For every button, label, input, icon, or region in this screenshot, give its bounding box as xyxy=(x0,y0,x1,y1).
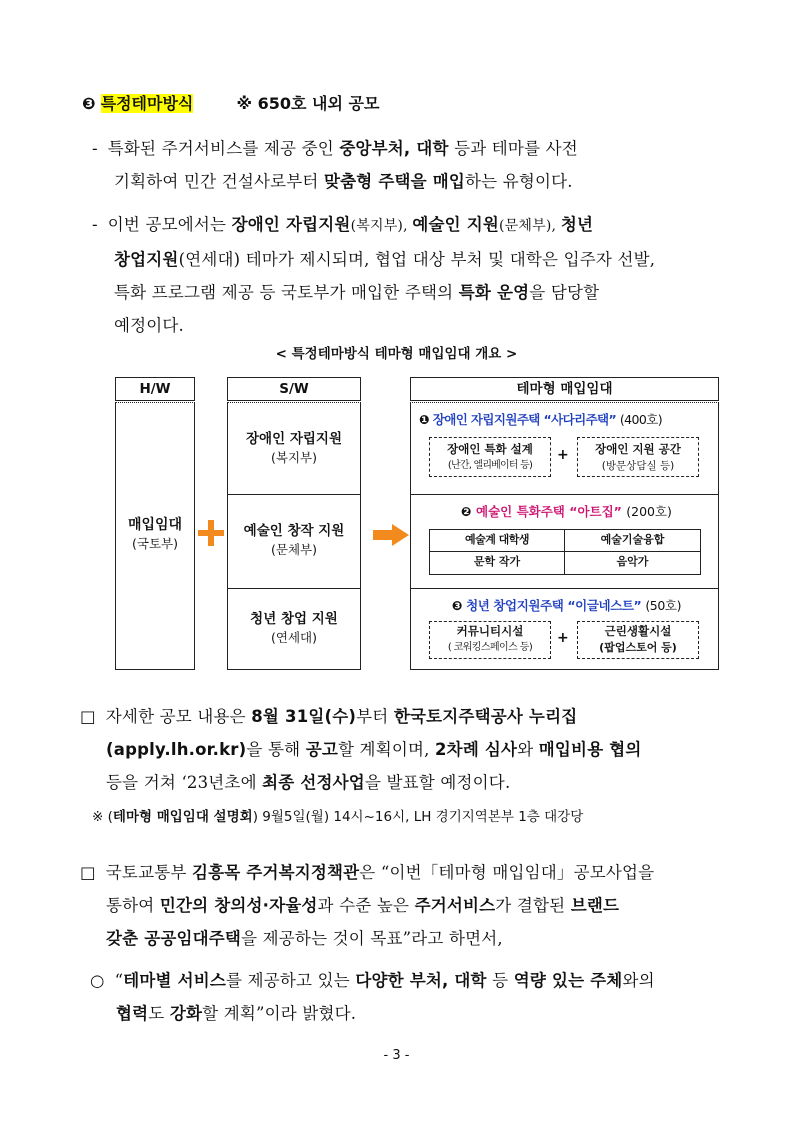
bold-text: (apply.lh.or.kr) xyxy=(106,740,247,759)
briefing-note xyxy=(92,806,583,828)
hw-main: 매입임대 xyxy=(127,517,183,533)
bold-text: 한국토지주택공사 누리집 xyxy=(393,707,578,726)
bold-text: 김흥목 주거복지정책관 xyxy=(191,863,360,882)
bold-text: 중앙부처, 대학 xyxy=(339,139,449,158)
text: 국토교통부 xyxy=(105,863,192,882)
text: 과 수준 높은 xyxy=(317,896,415,915)
lease-title xyxy=(419,411,714,429)
lease-count: (200호) xyxy=(626,504,672,519)
number-marker: ❶ xyxy=(419,412,429,427)
lease2-cell: 예술계 대학생 xyxy=(430,530,565,552)
text: 자세한 공모 내용은 xyxy=(105,707,252,726)
lease-title-text: 청년 창업지원주택 “이글네스트” xyxy=(466,598,642,613)
sw-item-2 xyxy=(228,495,360,589)
lease-right-box xyxy=(577,437,699,477)
text: 를 제공하고 있는 xyxy=(226,971,356,990)
lease-right-a: 근린생활시설 xyxy=(604,624,672,638)
text: 이번 공모에서는 xyxy=(107,215,232,234)
section-title: 특정테마방식 xyxy=(100,94,194,113)
sw-item-org: (문체부) xyxy=(271,542,317,557)
bold-text: 최종 선정사업 xyxy=(262,773,365,792)
text: 와 xyxy=(517,740,539,759)
bold-text: 주거서비스 xyxy=(414,896,496,915)
text: (연세대) 테마가 제시되며, 협업 대상 부처 및 대학은 입주자 선발, xyxy=(178,250,656,269)
dash: - xyxy=(92,139,98,158)
text: 등과 테마를 사전 xyxy=(448,139,578,158)
sw-item-name: 장애인 자립지원 xyxy=(246,431,342,447)
bold-text: 특화 운영 xyxy=(458,283,530,302)
text: 예정이다. xyxy=(114,316,185,335)
lease-item-2 xyxy=(411,495,718,589)
text: ※ ( xyxy=(92,809,113,825)
quote-paragraph xyxy=(80,856,730,955)
sw-item-name: 예술인 창작 지원 xyxy=(243,523,345,539)
lease-header: 테마형 매입임대 xyxy=(410,377,719,401)
circle-bullet: ○ xyxy=(90,971,105,990)
bold-text: 강화 xyxy=(169,1004,203,1023)
right-arrow-icon xyxy=(373,524,409,546)
text: “ xyxy=(114,971,124,990)
page-number: - 3 - xyxy=(383,1048,410,1063)
number-marker: ❷ xyxy=(461,504,472,519)
orange-plus-icon xyxy=(196,518,226,548)
text: 할 계획이며, xyxy=(337,740,435,759)
lease-left-a: 장애인 특화 설계 xyxy=(447,442,533,456)
lease-right-a: 장애인 지원 공간 xyxy=(595,442,681,456)
number-marker: ❸ xyxy=(451,598,463,613)
hw-header: H/W xyxy=(115,377,195,401)
bold-text: 협력 xyxy=(116,1004,149,1023)
lease-item-3 xyxy=(411,589,718,669)
bold-text: 공고 xyxy=(305,740,338,759)
lease2-cell: 예술기술융합 xyxy=(565,530,700,552)
text: 도 xyxy=(148,1004,170,1023)
text: 등을 거쳐 ‘23년초에 xyxy=(106,773,263,792)
lease-left-a: 커뮤니티시설 xyxy=(456,624,524,638)
sw-item-org: (복지부) xyxy=(271,450,317,465)
lease-left-b: (난간, 엘리베이터 등) xyxy=(447,460,533,471)
section-marker: ❸ xyxy=(82,94,96,113)
sw-item-org: (연세대) xyxy=(271,630,317,645)
text: 통하여 xyxy=(106,896,160,915)
lease2-cell: 음악가 xyxy=(616,555,649,568)
text: 할 계획”이라 밝혔다. xyxy=(202,1004,357,1023)
text: (복지부), xyxy=(350,218,413,234)
caption-text: < 특정테마방식 테마형 매입임대 개요 > xyxy=(275,346,518,362)
bold-text: 브랜드 xyxy=(570,896,620,915)
square-bullet: □ xyxy=(80,863,96,882)
lease-left-b: ( 코워킹스페이스 등) xyxy=(447,642,533,653)
text: 기획하여 민간 건설사로부터 xyxy=(114,172,325,191)
lease-title xyxy=(419,597,714,615)
text: (문체부), xyxy=(499,218,561,234)
bold-text: 다양한 부처, 대학 xyxy=(355,971,487,990)
sw-header: S/W xyxy=(227,377,361,401)
text: 을 담당할 xyxy=(529,283,600,302)
lease-title-text: 장애인 자립지원주택 “사다리주택” xyxy=(432,412,617,427)
circle-paragraph xyxy=(90,964,730,1030)
bold-text: 테마형 매입임대 설명회 xyxy=(112,809,253,825)
bold-text: 2차례 심사 xyxy=(435,740,518,759)
square-bullet: □ xyxy=(80,707,96,726)
bold-text: 예술인 지원 xyxy=(412,215,500,234)
text: ) 9월5일(월) 14시~16시, LH 경기지역본부 1층 대강당 xyxy=(252,809,584,825)
bold-text: 매입비용 협의 xyxy=(538,740,642,759)
bold-text: 테마별 서비스 xyxy=(123,971,227,990)
plus-icon: + xyxy=(557,630,569,646)
plus-icon: + xyxy=(557,447,569,463)
text: 특화된 주거서비스를 제공 중인 xyxy=(107,139,340,158)
lease-right-b: (팝업스토어 등) xyxy=(599,641,677,654)
bold-text: 청년 xyxy=(560,215,594,234)
lease-left-box xyxy=(429,437,551,477)
hw-sub: (국토부) xyxy=(132,536,178,551)
text: 특화 프로그램 제공 등 국토부가 매입한 주택의 xyxy=(114,283,459,302)
text: 하는 유형이다. xyxy=(465,172,573,191)
dash: - xyxy=(92,215,98,234)
lease-count: (400호) xyxy=(619,412,662,427)
sw-item-3 xyxy=(228,589,360,669)
sw-item-1 xyxy=(228,403,360,495)
text: 을 통해 xyxy=(246,740,306,759)
sw-item-name: 청년 창업 지원 xyxy=(250,611,338,627)
lease2-cell: 문학 작가 xyxy=(430,552,565,574)
hw-box xyxy=(115,402,195,670)
text: 가 결합된 xyxy=(495,896,571,915)
bold-text: 민간의 창의성·자율성 xyxy=(159,896,318,915)
box-paragraph xyxy=(80,700,730,799)
lease-right-box xyxy=(577,621,699,659)
bold-text: 맞춤형 주택을 매입 xyxy=(324,172,466,191)
lease-left-box xyxy=(429,621,551,659)
text: 와의 xyxy=(622,971,655,990)
text: 을 발표할 예정이다. xyxy=(364,773,511,792)
section-note: ※ 650호 내외 공모 xyxy=(236,94,380,113)
text: 부터 xyxy=(356,707,394,726)
text: 은 “이번「테마형 매입임대」공모사업을 xyxy=(359,863,655,882)
bold-text: 역량 있는 주체 xyxy=(513,971,623,990)
sw-box xyxy=(227,402,361,670)
text: 을 제공하는 것이 목표”라고 하면서, xyxy=(241,929,503,948)
bold-text: 갖춘 공공임대주택 xyxy=(106,929,242,948)
bold-text: 창업지원 xyxy=(114,250,179,269)
lease-right-b: (방문상담실 등) xyxy=(601,460,675,472)
bold-text: 8월 31일(수) xyxy=(251,707,357,726)
lease-title xyxy=(419,503,714,521)
lease-title-text: 예술인 특화주택 “아트집” xyxy=(476,504,622,519)
lease2-grid xyxy=(429,529,701,575)
text: 등 xyxy=(486,971,514,990)
lease-box xyxy=(410,402,719,670)
lease-item-1 xyxy=(411,403,718,495)
lease-count: (50호) xyxy=(645,598,682,613)
bold-text: 장애인 자립지원 xyxy=(231,215,351,234)
